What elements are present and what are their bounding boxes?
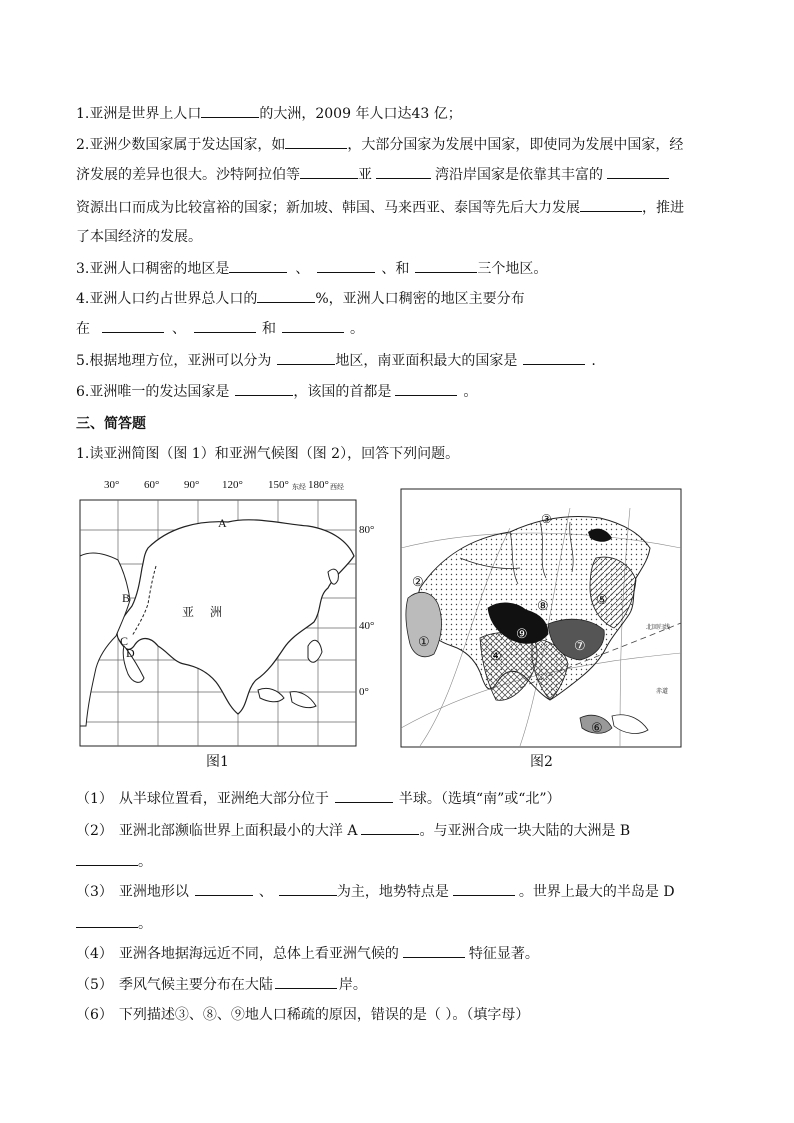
sub3-sep: 、 (258, 884, 273, 900)
region-7-label: ⑦ (574, 638, 586, 653)
lon-label-120: 120° (222, 479, 243, 491)
sub1-blank[interactable] (335, 788, 393, 803)
sub4-text: 亚洲各地据海远近不同，总体上看亚洲气候的 (118, 946, 399, 962)
sub3-line2 (76, 913, 152, 934)
section-title-text: 三、简答题 (76, 416, 146, 432)
sub4-line (76, 943, 539, 964)
region-8-label: ⑧ (537, 598, 549, 613)
sub1-line (76, 788, 561, 809)
lat-label-80: 80° (359, 524, 375, 536)
q3-sep2: 、和 (381, 261, 410, 277)
figure-1-map (78, 476, 384, 748)
label-B: B (122, 591, 131, 605)
q3-blank1[interactable] (229, 258, 287, 273)
lat-label-0: 0° (359, 686, 369, 698)
q2-text-6: 资源出口而成为比较富裕的国家；新加坡、韩国、马来西亚、泰国等先后大力发展 (76, 200, 580, 216)
q6-line (76, 381, 477, 402)
sub3-blank3[interactable] (453, 881, 515, 896)
q2-text: 2.亚洲少数国家属于发达国家，如 (76, 137, 286, 153)
sub3-text-end: 。 (138, 916, 152, 932)
region-9-label: ⑨ (516, 626, 528, 641)
sub3-blank4[interactable] (76, 913, 138, 928)
sub6-text: 下列描述 (118, 1007, 175, 1023)
q2-text-7: ，推进 (642, 200, 684, 216)
sub1-text: 从半球位置看，亚洲绝大部分位于 (118, 791, 329, 807)
q2-line1 (76, 134, 683, 155)
q5-text-2: 地区，南亚面积最大的国家是 (335, 353, 518, 369)
q4-blank3[interactable] (194, 318, 256, 333)
sub5-text: 季风气候主要分布在大陆 (118, 977, 273, 993)
q5-blank1[interactable] (277, 350, 335, 365)
sq1-intro-text: 1.读亚洲简图（图 1）和亚洲气候图（图 2），回答下列问题。 (76, 446, 460, 462)
figure-1-caption: 图1 (206, 754, 229, 770)
asia-label-2: 洲 (210, 605, 223, 619)
sub4-text-end: 特征显著。 (468, 946, 539, 962)
q5-line (76, 350, 596, 371)
sub2-text-end: 。 (138, 854, 152, 870)
q2-blank5[interactable] (580, 197, 642, 212)
sub2-blank1[interactable] (361, 820, 419, 835)
label-C: C (120, 634, 129, 648)
sub6-line (76, 1005, 529, 1025)
q4-blank1[interactable] (257, 288, 315, 303)
equator-label: 赤道 (656, 689, 669, 695)
sub3-text: 亚洲地形以 (118, 884, 189, 900)
q2-text-4: 亚 (358, 167, 372, 183)
region-2-label: ② (412, 574, 424, 589)
lon-west-label: 西经 (330, 483, 344, 491)
sub6-text-end: 地人口稀疏的原因，错误的是（ ）。（填字母） (244, 1007, 530, 1023)
q3-sep1: 、 (295, 261, 310, 277)
q4-line2 (76, 318, 364, 339)
q2-blank4[interactable] (607, 164, 669, 179)
q4-text-2: %，亚洲人口稠密的地区主要分布 (315, 291, 525, 307)
lat-label-40: 40° (359, 620, 375, 632)
lon-label-30: 30° (104, 479, 120, 491)
q4-text: 4.亚洲人口约占世界总人口的 (76, 291, 258, 307)
label-D: D (126, 646, 135, 660)
q2-text-8: 了本国经济的发展。 (76, 229, 202, 245)
lon-label-180: 180° (308, 479, 329, 491)
circle-9-ref: ⑨ (230, 1007, 245, 1023)
q2-line2 (76, 164, 669, 185)
q5-text: 5.根据地理方位，亚洲可以分为 (76, 353, 272, 369)
q4-blank4[interactable] (282, 318, 344, 333)
region-5-label: ⑤ (596, 592, 608, 607)
q3-blank3[interactable] (415, 258, 477, 273)
sub5-num: （5） (76, 977, 113, 993)
q3-text-end: 三个地区。 (477, 261, 548, 277)
sub5-text-end: 岸。 (338, 977, 367, 993)
q6-text: 6.亚洲唯一的发达国家是 (76, 384, 230, 400)
q4-blank2[interactable] (102, 318, 164, 333)
asia-climate-map (400, 488, 682, 748)
sub3-blank2[interactable] (279, 881, 337, 896)
sub3-blank1[interactable] (195, 881, 253, 896)
q2-blank1[interactable] (285, 134, 347, 149)
q6-blank1[interactable] (235, 381, 293, 396)
sub2-text-2: 。与亚洲合成一块大陆的大洲是 B (419, 823, 631, 839)
q6-blank2[interactable] (395, 381, 457, 396)
circle-3-ref: ③ (174, 1007, 189, 1023)
q2-text-5: 湾沿岸国家是依靠其丰富的 (435, 167, 603, 183)
lon-label-90: 90° (184, 479, 200, 491)
sub6-num: （6） (76, 1007, 113, 1023)
lon-east-label: 东经 (292, 483, 306, 491)
sub6-sep2: 、 (216, 1007, 231, 1023)
q4-text-end: 。 (350, 321, 364, 337)
q2-blank3[interactable] (376, 164, 431, 179)
tropic-label: 北回归线 (646, 625, 671, 631)
sub2-blank2[interactable] (76, 851, 138, 866)
q6-text-2: ，该国的首都是 (293, 384, 392, 400)
sub3-num: （3） (76, 884, 113, 900)
q1-text-end: 的大洲，2009 年人口达43 亿； (259, 106, 462, 122)
region-1-label: ① (418, 634, 430, 649)
q2-text-3: 济发展的差异也很大。沙特阿拉伯等 (76, 167, 300, 183)
q3-text: 3.亚洲人口稠密的地区是 (76, 261, 230, 277)
q2-line3 (76, 197, 684, 218)
circle-8-ref: ⑧ (202, 1007, 217, 1023)
sub3-text-2: 为主，地势特点是 (336, 884, 449, 900)
q3-line (76, 258, 547, 279)
region-3-label: ③ (541, 512, 552, 526)
sub1-num: （1） (76, 791, 113, 807)
sub2-num: （2） (76, 823, 113, 839)
sub4-num: （4） (76, 946, 113, 962)
sub3-text-3: 。世界上最大的半岛是 D (518, 884, 675, 900)
sub5-line (76, 974, 367, 995)
q1-line (76, 103, 462, 124)
q3-blank2[interactable] (317, 258, 375, 273)
sub2-text: 亚洲北部濒临世界上面积最小的大洋 A (118, 823, 358, 839)
q2-line4 (76, 227, 202, 247)
sub1-text-end: 半球。（选填“南”或“北”） (398, 791, 561, 807)
lon-label-60: 60° (144, 479, 160, 491)
q2-blank2[interactable] (300, 164, 358, 179)
figure-2-caption: 图2 (530, 754, 553, 770)
sub5-blank[interactable] (275, 974, 337, 989)
region-4-label: ④ (490, 648, 502, 663)
figure-2-map (400, 488, 682, 748)
sub6-sep1: 、 (188, 1007, 203, 1023)
lon-label-150: 150° (268, 479, 289, 491)
q4-text-3: 在 (76, 321, 90, 337)
q4-sep2: 和 (262, 321, 276, 337)
asia-outline-map (78, 476, 384, 748)
q1-blank[interactable] (201, 103, 259, 118)
asia-label: 亚 (182, 605, 195, 619)
q5-text-end: . (591, 353, 596, 369)
q4-line1 (76, 288, 525, 309)
q1-text: 1.亚洲是世界上人口 (76, 106, 202, 122)
sub2-line2 (76, 851, 152, 872)
sq1-intro (76, 444, 459, 464)
q5-blank2[interactable] (523, 350, 585, 365)
label-A: A (218, 516, 227, 530)
q6-text-end: 。 (463, 384, 478, 400)
sub3-line1 (76, 881, 675, 902)
sub2-line1 (76, 820, 630, 841)
sub4-blank[interactable] (403, 943, 465, 958)
section-title (76, 414, 146, 434)
q4-sep1: 、 (172, 321, 186, 337)
q2-text-2: ，大部分国家为发展中国家，即使同为发展中国家，经 (347, 137, 684, 153)
region-6-label: ⑥ (591, 720, 603, 735)
